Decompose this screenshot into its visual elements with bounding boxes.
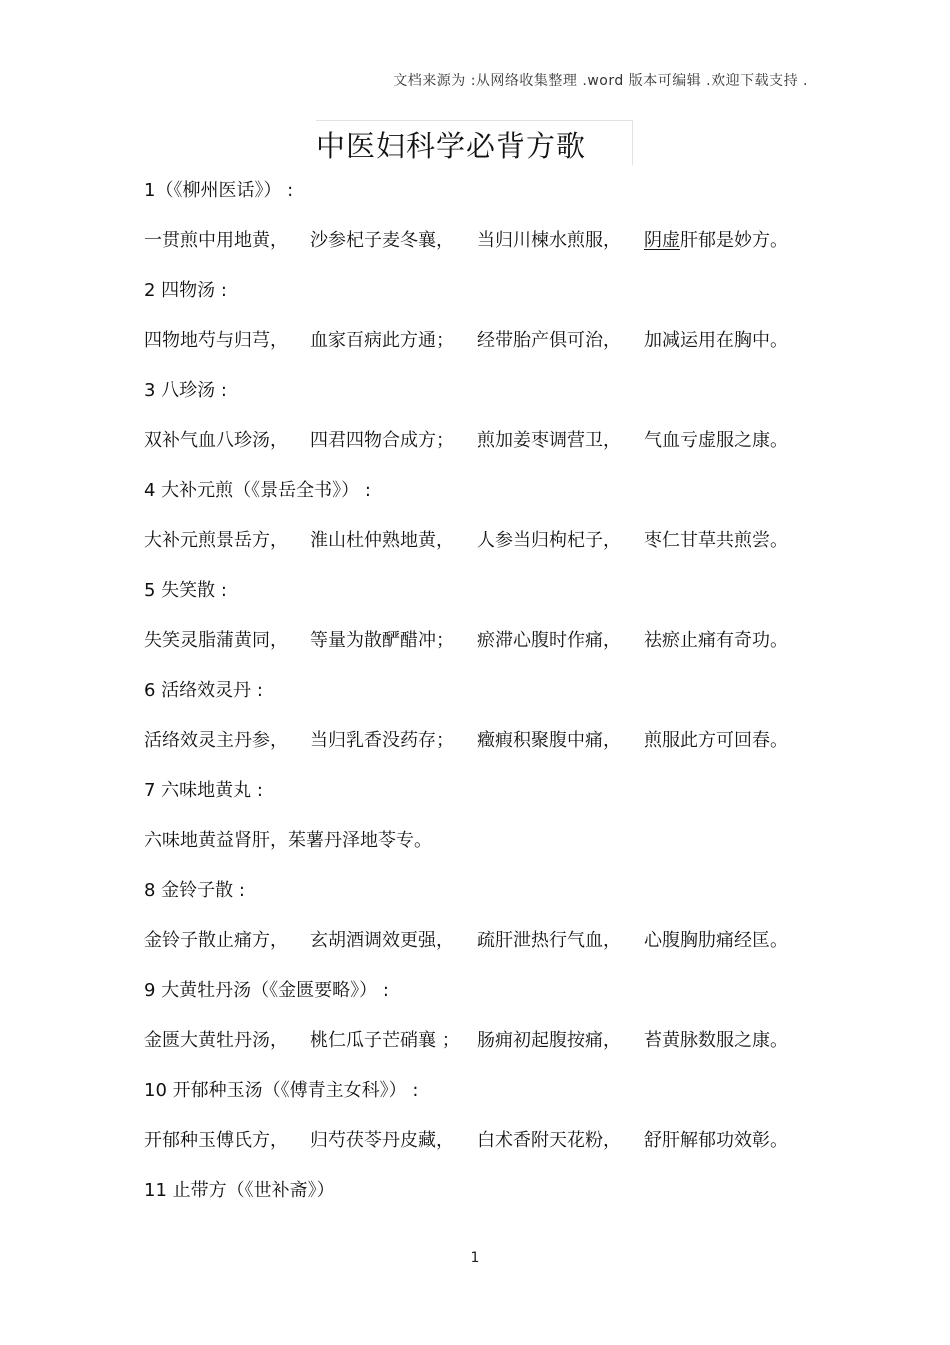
section-heading: 2 四物汤 : [144,280,227,301]
verse-segment: 双补气血八珍汤， [144,430,288,451]
verse-segment: 枣仁甘草共煎尝。 [644,530,788,551]
verse-segment: 祛瘀止痛有奇功。 [644,630,788,651]
verse-segment: 等量为散酽醋冲； [310,630,454,651]
section-heading: 4 大补元煎（《景岳全书》） : [144,480,371,501]
verse-segment: 玄胡酒调效更强， [310,930,454,951]
verse-segment: 桃仁瓜子芒硝襄 ； [310,1030,460,1051]
verse-segment: 茱薯丹泽地苓专。 [288,830,432,851]
verse-segment: 肝郁是妙方。 [680,230,788,251]
verse-segment: 失笑灵脂蒲黄同， [144,630,288,651]
verse-line [144,225,844,275]
header-note: 文档来源为 :从网络收集整理 .word 版本可编辑 .欢迎下载支持 . [393,73,808,89]
verse-segment: 大补元煎景岳方， [144,530,288,551]
verse-segment: 当归乳香没药存； [310,730,454,751]
page-title: 中医妇科学必背方歌 [316,129,587,163]
verse-segment: 气血亏虚服之康。 [644,430,788,451]
verse-segment: 归芍茯苓丹皮藏， [310,1130,454,1151]
verse-segment: 沙参杞子麦冬襄， [310,230,454,251]
verse-segment: 当归川楝水煎服， [477,230,621,251]
verse-segment: 苔黄脉数服之康。 [644,1030,788,1051]
verse-segment: 心腹胸肋痛经匡。 [644,930,788,951]
section-heading: 11 止带方（《世补斋》） [144,1180,335,1201]
verse-segment: 煎加姜枣调营卫， [477,430,621,451]
verse-line [144,525,844,575]
verse-line [144,325,844,375]
verse-line [144,925,844,975]
verse-segment: 人参当归枸杞子， [477,530,621,551]
underlined-term: 阴虚 [644,230,680,251]
section-heading: 10 开郁种玉汤（《傅青主女科》） : [144,1080,419,1101]
verse-line [144,825,844,875]
section-heading: 9 大黄牡丹汤（《金匮要略》） : [144,980,389,1001]
verse-segment: 瘀滞心腹时作痛， [477,630,621,651]
verse-line [144,625,844,675]
section-heading: 8 金铃子散 : [144,880,245,901]
section-heading: 3 八珍汤 : [144,380,227,401]
verse-segment: 开郁种玉傅氏方， [144,1130,288,1151]
verse-segment: 肠痈初起腹按痛， [477,1030,621,1051]
verse-line [144,425,844,475]
section-heading: 6 活络效灵丹 : [144,680,263,701]
verse-segment: 活络效灵主丹参， [144,730,288,751]
verse-line [144,725,844,775]
verse-segment: 淮山杜仲熟地黄， [310,530,454,551]
verse-segment: 癥瘕积聚腹中痛， [477,730,621,751]
section-heading: 5 失笑散 : [144,580,227,601]
verse-line [144,1025,844,1075]
verse-segment: 金铃子散止痛方， [144,930,288,951]
verse-segment: 疏肝泄热行气血， [477,930,621,951]
document-body [144,175,844,1225]
verse-segment: 金匮大黄牡丹汤， [144,1030,288,1051]
verse-segment: 四君四物合成方； [310,430,454,451]
verse-segment: 加减运用在胸中。 [644,330,788,351]
verse-segment: 经带胎产俱可治， [477,330,621,351]
page-number: 1 [470,1250,480,1266]
section-heading: 7 六味地黄丸 : [144,780,263,801]
verse-segment: 煎服此方可回春。 [644,730,788,751]
verse-line [144,1125,844,1175]
verse-segment: 血家百病此方通； [310,330,454,351]
verse-segment: 一贯煎中用地黄， [144,230,288,251]
verse-segment: 白术香附天花粉， [477,1130,621,1151]
section-heading: 1（《柳州医话》） : [144,180,294,201]
verse-segment: 四物地芍与归芎， [144,330,288,351]
verse-segment: 舒肝解郁功效彰。 [644,1130,788,1151]
verse-segment: 六味地黄益肾肝， [144,830,288,851]
